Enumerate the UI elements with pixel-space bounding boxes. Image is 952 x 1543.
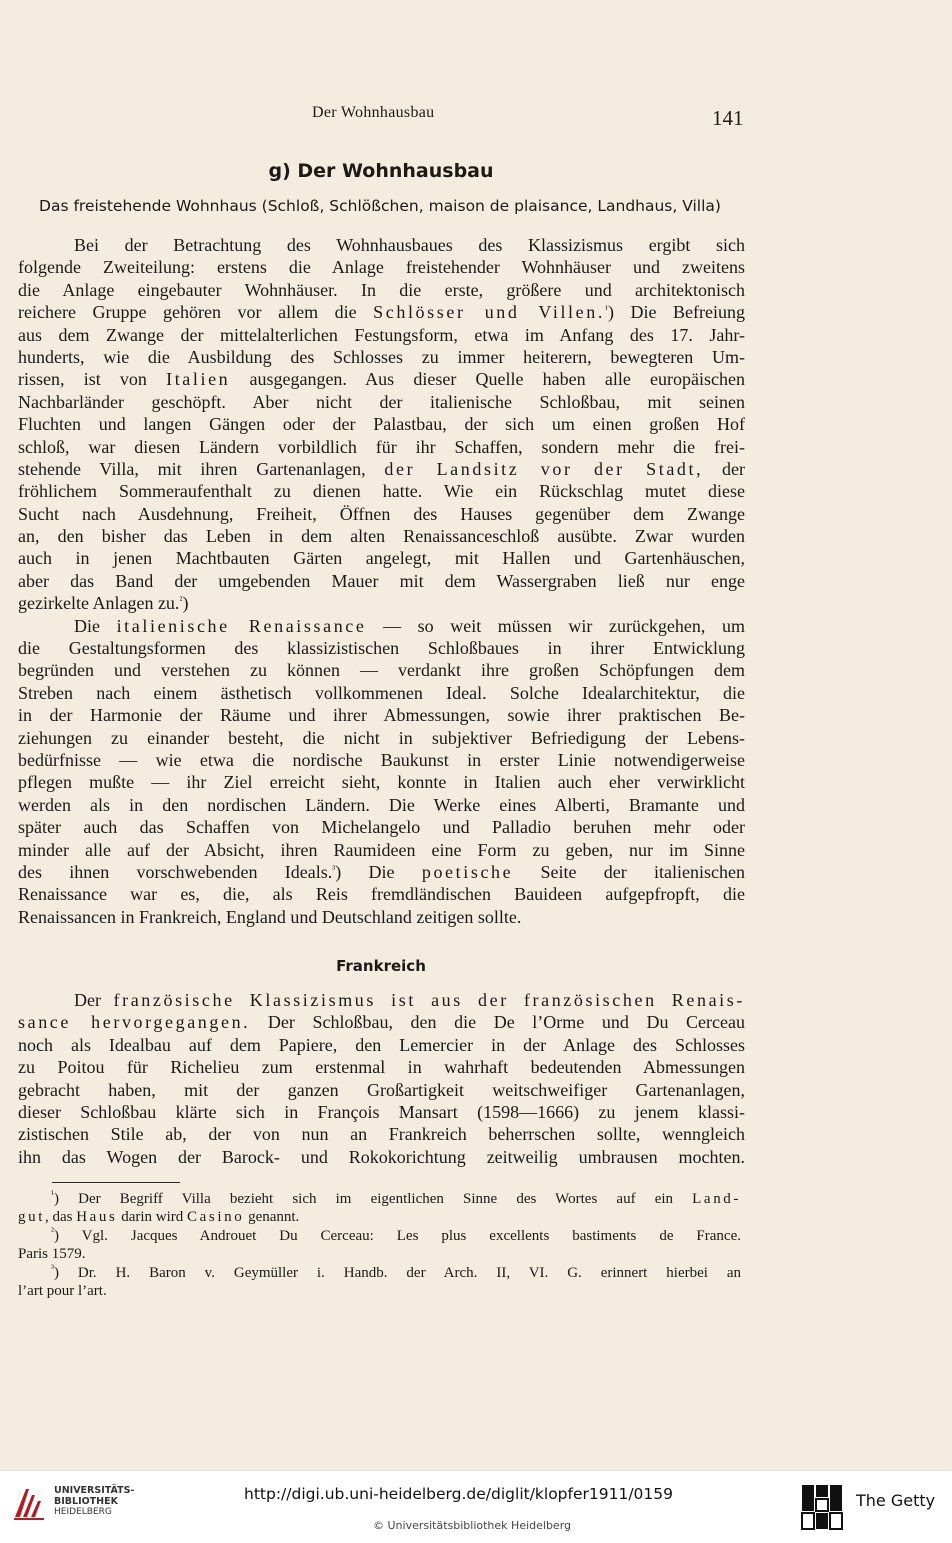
text-line: minder alle auf der Absicht, ihren Raumideen eine Form zu geben, nur im Sinne bbox=[18, 839, 745, 860]
text-line: an, den bisher das Leben in dem alten Renaissanceschloß ausübte. Zwar wurden bbox=[18, 526, 745, 547]
text-line: stehende Villa, mit ihren Gartenanlagen, der Landsitz vor der Stadt, der bbox=[18, 458, 745, 479]
viewer-footer: UNIVERSITÄTS- BIBLIOTHEK HEIDELBERG http://digi.ub.uni-heidelberg.de/diglit/klopfer1911/0159 © Universitätsbibliothek Heidelberg The Getty bbox=[0, 1470, 952, 1543]
footnote-ref: ³ bbox=[332, 863, 336, 875]
text-line: noch als Idealbau auf dem Papiere, den Lemercier in der Anlage des Schlosses bbox=[18, 1034, 745, 1055]
text-line: Die italienische Renaissance — so weit müssen wir zurückgehen, um bbox=[74, 615, 745, 636]
page-number: 141 bbox=[712, 106, 744, 130]
text-line: des ihnen vorschwebenden Ideals.$^{^3}$) Die poetische Seite der italienischen bbox=[18, 861, 746, 882]
footnote-ref: ² bbox=[179, 595, 183, 607]
partner-name: The Getty bbox=[856, 1491, 936, 1510]
text-line: ihn das Wogen der Barock- und Rokokorichtung zeitweilig umbrausen mochten. bbox=[18, 1146, 745, 1167]
text-line: werden als in den nordischen Ländern. Die Werke eines Alberti, Bramante und bbox=[18, 794, 745, 815]
text-line: reichere Gruppe gehören vor allem die Schlösser und Villen.$^{^1}$) Die Befreiung bbox=[18, 302, 745, 323]
text-line: schloß, war diesen Ländern vorbildlich für ihr Schaffen, sondern mehr die frei- bbox=[18, 436, 745, 457]
text-line: Renaissancen in Frankreich, England und Deutschland zeitigen sollte. bbox=[18, 906, 522, 927]
footnote-line: $^{^3}$) Dr. H. Baron v. Geymüller i. Handb. der Arch. II, VI. G. erinnert hierbei an bbox=[51, 1262, 741, 1281]
footnote-line: $^{^1}$) Der Begriff Villa bezieht sich im eigentlichen Sinne des Wortes auf ein Land- bbox=[51, 1189, 741, 1207]
text-line: die Gestaltungsformen des klassizistischen Schloßbaues in ihrer Entwicklung bbox=[18, 638, 745, 659]
footnote-line: Paris 1579. bbox=[18, 1246, 86, 1263]
text-line: hunderts, wie die Ausbildung des Schlosses zu immer heiterern, bewegteren Um- bbox=[18, 346, 745, 367]
text-line: begründen und verstehen zu können — verdankt ihre großen Schöpfungen dem bbox=[18, 660, 745, 681]
text-line: in der Harmonie der Räume und ihrer Abmessungen, sowie ihrer praktischen Be- bbox=[18, 705, 745, 726]
text-line: gebracht haben, mit der ganzen Großartigkeit weitschweifiger Gartenanlagen, bbox=[18, 1079, 745, 1100]
text-line: auch in jenen Machtbauten Gärten angelegt, mit Hallen und Gartenhäuschen, bbox=[18, 548, 745, 569]
body-text-frankreich bbox=[18, 989, 745, 1168]
text-line: Der französische Klassizismus ist aus der französischen Renais- bbox=[74, 990, 745, 1010]
text-line: bedürfnisse — wie etwa die nordische Baukunst in erster Linie notwendigerweise bbox=[18, 749, 745, 770]
text-line: Bei der Betrachtung des Wohnhausbaues des Klassizismus ergibt sich bbox=[74, 235, 745, 255]
text-line: aus dem Zwange der mittelalterlichen Festungsform, etwa im Anfang des 17. Jahr- bbox=[18, 324, 745, 345]
text-line: zistischen Stile ab, der von nun an Frankreich beherrschen sollte, wenngleich bbox=[18, 1124, 745, 1145]
footnote-divider bbox=[52, 1182, 180, 1183]
text-line: Renaissance war es, die, als Reis fremdländischen Bauideen aufgepfropft, die bbox=[18, 884, 745, 905]
text-line: gezirkelte Anlagen zu.$^{^2}$) bbox=[18, 593, 189, 614]
text-line: ziehungen zu einander besteht, die nicht in subjektiver Befriedigung der Lebens- bbox=[18, 727, 745, 748]
text-line: rissen, ist von Italien ausgegangen. Aus dieser Quelle haben alle europäischen bbox=[18, 369, 745, 390]
running-title: Der Wohnhausbau bbox=[312, 104, 435, 121]
text-line: folgende Zweiteilung: erstens die Anlage freistehender Wohnhäuser und zweitens bbox=[18, 257, 745, 278]
text-line: sance hervorgegangen. Der Schloßbau, den die De l’Orme und Du Cerceau bbox=[18, 1012, 746, 1033]
footnotes bbox=[18, 1190, 741, 1300]
text-line: Nachbarländer geschöpft. Aber nicht der italienische Schloßbau, mit seinen bbox=[18, 391, 745, 412]
getty-logo-icon bbox=[800, 1483, 844, 1531]
section-heading-frankreich: Frankreich bbox=[336, 957, 426, 975]
text-line: Streben nach einem ästhetisch vollkommenen Ideal. Solche Idealarchitektur, die bbox=[18, 682, 745, 703]
text-line: zu Poitou für Richelieu zum erstenmal in wahrhaft bedeutenden Abmessungen bbox=[18, 1057, 745, 1078]
text-line: pflegen mußte — ihr Ziel erreicht sieht, konnte in Italien auch eher verwirklicht bbox=[18, 772, 745, 793]
copyright-notice: © Universitätsbibliothek Heidelberg bbox=[373, 1519, 572, 1532]
text-line: Fluchten und langen Gängen oder der Palastbau, der sich um einen großen Hof bbox=[18, 414, 745, 435]
section-title: g) Der Wohnhausbau bbox=[268, 160, 494, 182]
text-line: dieser Schloßbau klärte sich in François Mansart (1598—1666) zu jenem klassi- bbox=[18, 1101, 745, 1122]
text-line: Sucht nach Ausdehnung, Freiheit, Öffnen des Hauses gegenüber dem Zwange bbox=[18, 503, 745, 524]
text-line: später auch das Schaffen von Michelangelo und Palladio beruhen mehr oder bbox=[18, 817, 745, 838]
running-head bbox=[0, 104, 952, 130]
body-text bbox=[18, 234, 745, 928]
footnote-line: gut, das Haus darin wird Casino genannt. bbox=[18, 1209, 300, 1226]
text-line: fröhlichem Sommeraufenthalt zu dienen hatte. Wie ein Rückschlag mutet diese bbox=[18, 481, 745, 502]
footnote-line: l’art pour l’art. bbox=[18, 1283, 107, 1300]
footnote-line: $^{^2}$) Vgl. Jacques Androuet Du Cerceau: Les plus excellents bastiments de France. bbox=[51, 1225, 741, 1244]
university-library-name: UNIVERSITÄTS- BIBLIOTHEK HEIDELBERG bbox=[54, 1485, 135, 1517]
section-subtitle: Das freistehende Wohnhaus (Schloß, Schlößchen, maison de plaisance, Landhaus, Villa) bbox=[39, 197, 721, 215]
text-line: die Anlage eingebauter Wohnhäuser. In die erste, größere und architektonisch bbox=[18, 279, 745, 300]
footnote-ref: ¹ bbox=[604, 304, 608, 316]
text-line: aber das Band der umgebenden Mauer mit dem Wassergraben ließ nur enge bbox=[18, 570, 745, 591]
university-library-logo-icon bbox=[12, 1483, 46, 1523]
